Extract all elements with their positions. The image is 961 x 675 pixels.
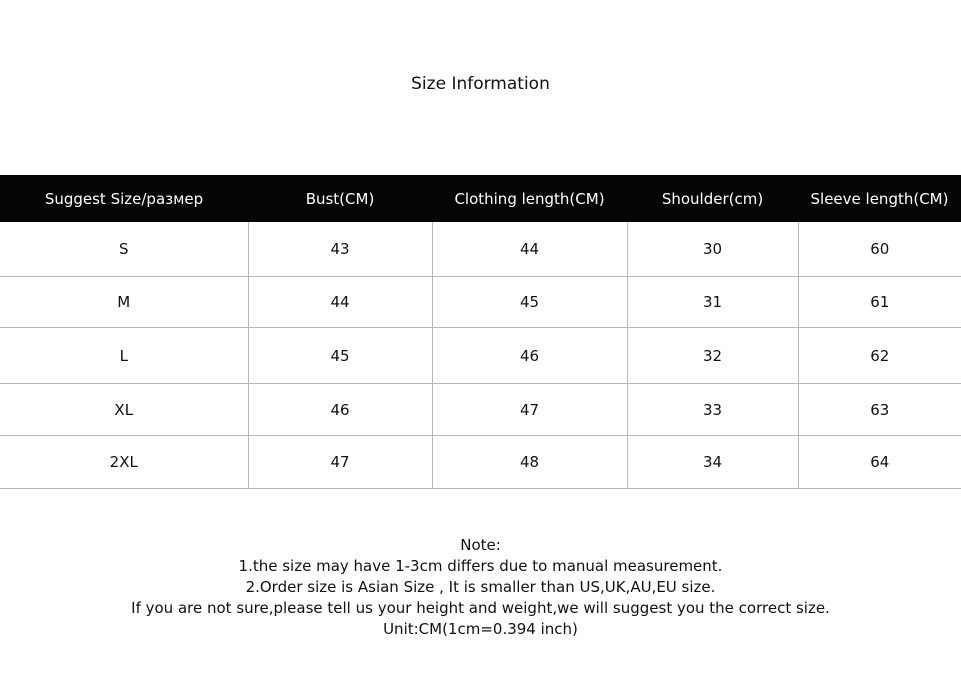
note-heading: Note: — [460, 536, 501, 554]
bust-cell: 46 — [248, 384, 432, 436]
clothing-length-cell: 47 — [432, 384, 627, 436]
table-row — [0, 277, 961, 328]
shoulder-cell: 34 — [627, 436, 798, 489]
size-cell: S — [0, 222, 248, 277]
size-table — [0, 175, 961, 489]
header-sleeve-length: Sleeve length(CM) — [798, 175, 961, 222]
bust-cell: 47 — [248, 436, 432, 489]
table-row — [0, 222, 961, 277]
size-notes — [0, 535, 961, 640]
shoulder-cell: 30 — [627, 222, 798, 277]
header-bust: Bust(CM) — [248, 175, 432, 222]
note-line: Unit:CM(1cm=0.394 inch) — [383, 620, 578, 638]
sleeve-length-cell: 63 — [798, 384, 961, 436]
sleeve-length-cell: 64 — [798, 436, 961, 489]
size-cell: XL — [0, 384, 248, 436]
sleeve-length-cell: 60 — [798, 222, 961, 277]
table-header-row — [0, 175, 961, 222]
clothing-length-cell: 45 — [432, 277, 627, 328]
note-line: 2.Order size is Asian Size , It is smaller than US,UK,AU,EU size. — [245, 578, 716, 596]
clothing-length-cell: 48 — [432, 436, 627, 489]
size-cell: L — [0, 328, 248, 384]
bust-cell: 43 — [248, 222, 432, 277]
bust-cell: 45 — [248, 328, 432, 384]
shoulder-cell: 33 — [627, 384, 798, 436]
table-row — [0, 328, 961, 384]
page-title: Size Information — [411, 74, 550, 94]
shoulder-cell: 31 — [627, 277, 798, 328]
sleeve-length-cell: 62 — [798, 328, 961, 384]
table-row — [0, 384, 961, 436]
note-line: If you are not sure,please tell us your height and weight,we will suggest you the correct size. — [131, 599, 830, 617]
size-cell: M — [0, 277, 248, 328]
shoulder-cell: 32 — [627, 328, 798, 384]
clothing-length-cell: 46 — [432, 328, 627, 384]
header-shoulder: Shoulder(cm) — [627, 175, 798, 222]
note-line: 1.the size may have 1-3cm differs due to manual measurement. — [238, 557, 723, 575]
header-clothing-length: Clothing length(CM) — [432, 175, 627, 222]
header-suggest-size: Suggest Size/размер — [0, 175, 248, 222]
sleeve-length-cell: 61 — [798, 277, 961, 328]
bust-cell: 44 — [248, 277, 432, 328]
table-row — [0, 436, 961, 489]
clothing-length-cell: 44 — [432, 222, 627, 277]
size-cell: 2XL — [0, 436, 248, 489]
